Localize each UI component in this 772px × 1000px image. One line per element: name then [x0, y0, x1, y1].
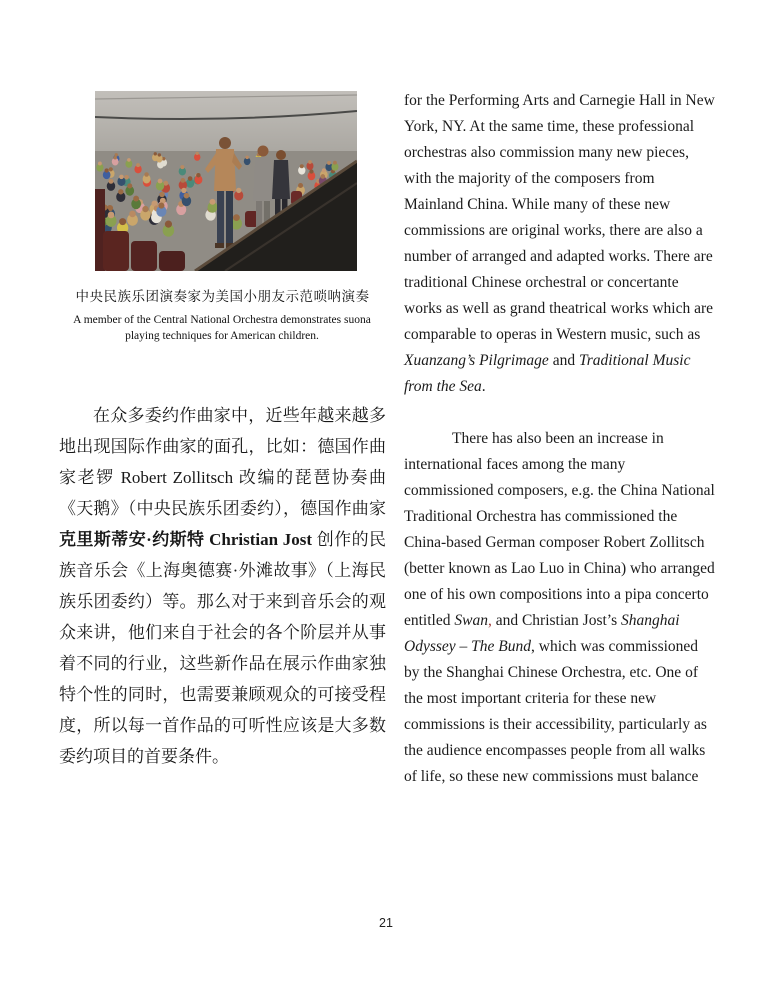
auditorium-photo	[95, 91, 357, 271]
en-text-run: for the Performing Arts and Carnegie Hall in New York, NY. At the same time, these professional orchestras also commission many new pieces, with the majority of the composers from Mainland China. While many of these new commissions are original works, there are also a number of arranged and adapted works. There are traditional Chinese orchestral or concertante works as well as grand theatrical works which are comparable to operas in Western music, such as	[404, 92, 715, 343]
title-swan: Swan	[454, 612, 488, 629]
en-text-run: and Christian Jost’s	[491, 612, 622, 629]
red-comma: ,	[487, 612, 492, 629]
right-column	[404, 88, 716, 790]
title-xuanzangs-pilgrimage: Xuanzang’s Pilgrimage	[404, 352, 549, 369]
zh-bold-run-christian-jost: 克里斯蒂安·约斯特 Christian Jost	[59, 530, 313, 549]
paragraph-english-2	[404, 426, 716, 790]
en-text-run: and	[548, 352, 579, 369]
en-text-run: There has also been an increase in international faces among the many commissioned composers, e.g. the China National Traditional Orchestra has commissioned the China-based German composer Robert Zollitsch (better known as Lao Luo in China) who arranged one of his own compositions into a pipa concerto entitled	[404, 430, 715, 629]
zh-text-run: 创作的民族音乐会《上海奥德赛·外滩故事》（上海民族乐团委约）等。那么对于来到音乐会的观众来讲，他们来自于社会的各个阶层并从事着不同的行业，这些新作品在展示作曲家独特个性的同时，也需要兼顾观众的可接受程度，所以每一首作品的可听性应该是大多数委约项目的首要条件。	[59, 530, 387, 766]
figure-photo	[95, 91, 357, 271]
page-number: 21	[379, 916, 393, 930]
figure-caption-zh: 中央民族乐团演奏家为美国小朋友示范唢呐演奏	[75, 289, 370, 304]
title-traditional-music-from-the-sea: Traditional Music from the Sea	[404, 352, 691, 395]
title-shanghai-odyssey-the-bund: Shanghai Odyssey – The Bund	[404, 612, 680, 655]
en-text-run: , which was commissioned by the Shanghai Chinese Orchestra, etc. One of the most important criteria for these new commissions is their accessibility, particularly as the audience encompasses people from all walks of life, so these new commissions must balance	[404, 638, 707, 785]
figure-caption-en: A member of the Central National Orchestra demonstrates suona playing techniques for American children.	[73, 314, 371, 342]
en-text-run: .	[481, 378, 486, 395]
paragraph-chinese	[59, 400, 386, 772]
zh-text-run: 在众多委约作曲家中，近些年越来越多地出现国际作曲家的面孔，比如：德国作曲家老锣 Robert Zollitsch 改编的琵琶协奏曲《天鹅》（中央民族乐团委约），德国作曲家	[59, 406, 386, 518]
left-column	[59, 91, 386, 772]
paragraph-english-1	[404, 88, 716, 400]
